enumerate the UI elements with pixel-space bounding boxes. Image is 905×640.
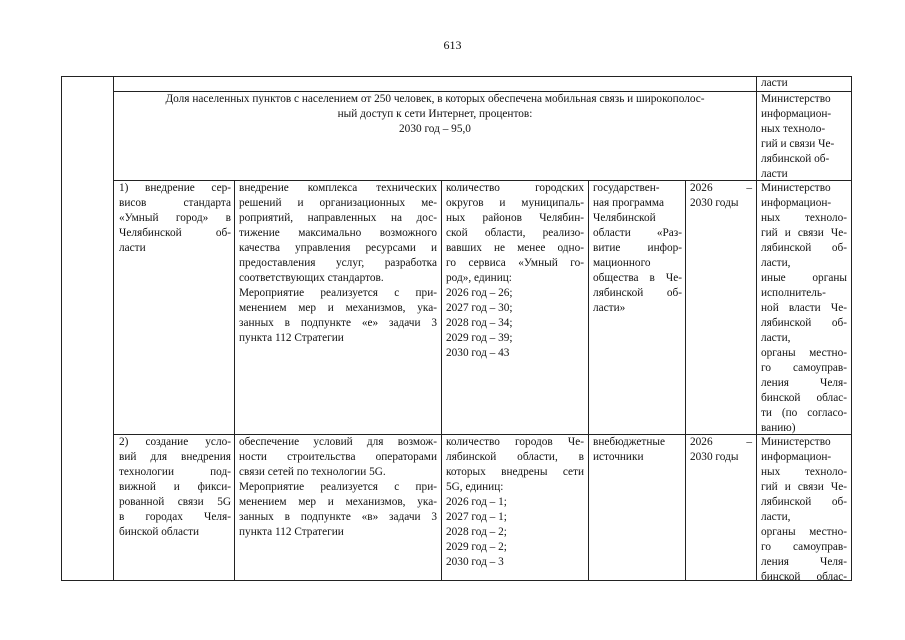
row1-responsible: Министерство информацион- ных техноло- гий и связи Че- лябинской об- ласти, иные органы исполнитель- ной власти Че- лябинской об- ласти, органы местно- го самоуправ- ления Челя- бинской облас- ти (по согласо- ванию) — [761, 182, 847, 434]
row1-source: государствен- ная программа Челябинской области «Раз- витие инфор- мационного общества в Че- лябинской об- ласти» — [593, 182, 682, 314]
col-border — [61, 76, 62, 581]
responsible-continuation: ласти — [761, 77, 788, 89]
row2-source: внебюджетные источники — [593, 436, 666, 463]
row2-title: 2) создание усло- вий для внедрения технологии под- вижной и фикси- рованной связи 5G в городах Челя- бинской области — [119, 436, 231, 538]
col-border — [756, 76, 757, 581]
col-border — [685, 180, 686, 581]
col-border — [441, 180, 442, 581]
col-border — [234, 180, 235, 581]
indicator-responsible: Министерство информацион- ных технолo- гий и связи Че- лябинской об- ласти — [761, 93, 835, 180]
col-border — [113, 76, 114, 581]
row2-period: 2026 – 2030 годы — [690, 436, 752, 463]
row2-measure: обеспечение условий для возмож- ности строительства операторами связи сетей по технологии 5G. Мероприятие реализуется с при- менением мер и механизмов, ука- занных в подпункте «в» задачи 3 пункта 112 Стратегии — [239, 436, 437, 538]
document-table — [61, 76, 852, 581]
col-border — [588, 180, 589, 581]
row2-indicator: количество городов Че- лябинской области, в которых внедрены сети 5G, единиц: 2026 год – 1; 2027 год – 1; 2028 год – 2; 2029 год – 2; 2030 год – 3 — [446, 436, 584, 568]
row1-indicator: количество городских округов и муниципаль- ных районов Челябин- ской области, реализо- вавших не менее одно- го сервиса «Умный го- род», единиц: 2026 год – 26; 2027 год – 30; 2028 год – 34; 2029 год – 39; 2030 год – 43 — [446, 182, 584, 359]
row1-measure: внедрение комплекса технических решений и организационных ме- роприятий, направленных на дос- тижение максимально возможного качества управления ресурсами и предоставления услуг, разработка соответствующих стандартов. Мероприятие реализуется с при- менением мер и механизмов, ука- занных в подпункте «е» задачи 3 пункта 112 Стратегии — [239, 182, 437, 344]
table-border-top — [61, 76, 852, 77]
row2-responsible: Министерство информацион- ных техноло- гий и связи Че- лябинской об- ласти, органы местно- го самоуправ- ления Челя- бинской облас- — [761, 436, 847, 583]
col-border — [851, 76, 852, 581]
indicator-header: Доля населенных пунктов с населением от 250 человек, в которых обеспечена мобильная связь и широкополос- ный доступ к сети Интернет, процентов: 2030 год – 95,0 — [165, 93, 705, 135]
table-border-bottom — [61, 580, 852, 581]
row1-period: 2026 – 2030 годы — [690, 182, 752, 209]
row1-title: 1) внедрение сер- висов стандарта «Умный город» в Челябинской об- ласти — [119, 182, 231, 254]
page-number: 613 — [443, 38, 462, 52]
